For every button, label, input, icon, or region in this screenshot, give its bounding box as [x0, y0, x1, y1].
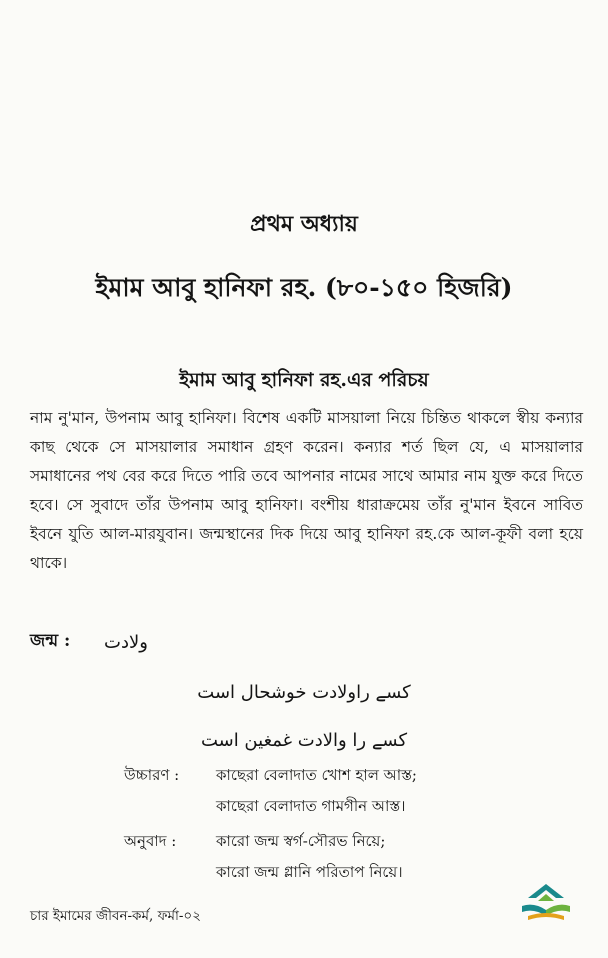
- birth-label: জন্ম :: [30, 631, 71, 651]
- footer-text: চার ইমামের জীবন-কর্ম, ফর্মা-০২: [30, 908, 201, 924]
- translation-line-2: কারো জন্ম গ্লানি পরিতাপ নিয়ে।: [216, 863, 403, 881]
- birth-row: [30, 628, 330, 658]
- birth-urdu-label: ولادت: [104, 632, 148, 653]
- pronunciation-line-1: কাছেরা বেলাদাত খোশ হাল আস্ত;: [216, 766, 417, 784]
- intro-paragraph-block: [30, 404, 583, 578]
- translation-line-1: কারো জন্ম স্বর্গ-সৌরভ নিয়ে;: [216, 832, 386, 850]
- publisher-logo-icon: [518, 880, 574, 926]
- translation-label: অনুবাদ :: [124, 832, 177, 850]
- section-heading: ইমাম আবু হানিফা রহ.এর পরিচয়: [179, 369, 429, 391]
- intro-paragraph: নাম নু'মান, উপনাম আবু হানিফা। বিশেষ একটি মাসয়ালা নিয়ে চিন্তিত থাকলে স্বীয় কন্যার কাছ থেকে সে মাসয়ালার সমাধান গ্রহণ করেন। কন্যার শর্ত ছিল যে, এ মাসয়ালার সমাধানের পথ বের করে দিতে পারি তবে আপনার নামের সাথে আমার নাম যুক্ত করে দিতে হবে। সে সুবাদে তাঁর উপনাম আবু হানিফা। বংশীয় ধারাক্রমেয় তাঁর নু'মান ইবনে সাবিত ইবনে যুতি আল-মারযুবান। জন্মস্থানের দিক দিয়ে আবু হানিফা রহ.কে আল-কূফী বলা হয়ে থাকে।: [30, 409, 583, 572]
- urdu-verse-line-1: کسے راولادت خوشحال است: [197, 682, 411, 703]
- pronunciation-line-2: কাছেরা বেলাদাত গামগীন আস্ত।: [216, 797, 406, 815]
- pronunciation-label: উচ্চারণ :: [124, 766, 180, 784]
- urdu-verse-line-2: کسے را والادت غمغین است: [200, 730, 408, 751]
- chapter-label: প্রথম অধ্যায়: [250, 211, 358, 237]
- chapter-title: ইমাম আবু হানিফা রহ. (৮০-১৫০ হিজরি): [95, 273, 513, 302]
